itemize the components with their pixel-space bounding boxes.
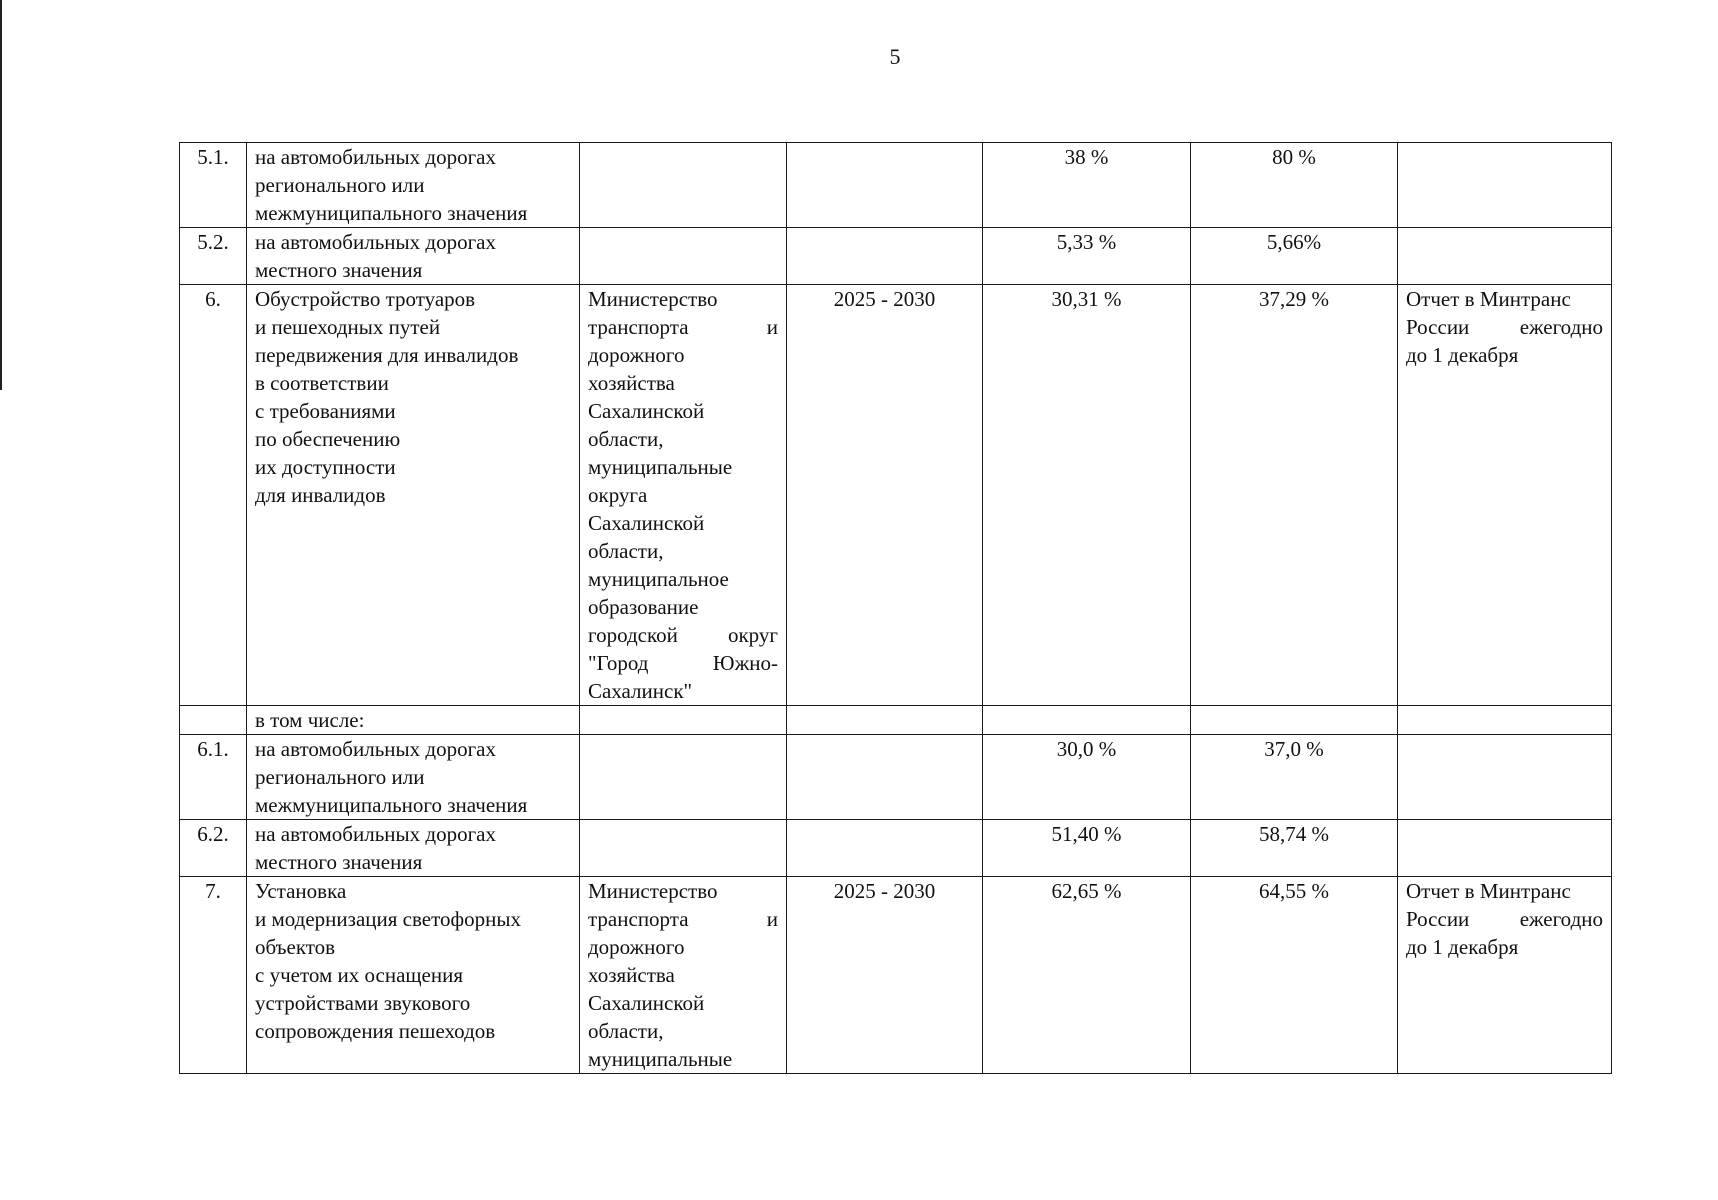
table-row	[180, 820, 1612, 877]
text-line: Обустройство тротуаров	[255, 287, 476, 311]
text-line: местного значения	[255, 258, 423, 282]
responsible-cell	[580, 706, 787, 735]
text-line: их доступности	[255, 455, 396, 479]
text-line: Министерство	[588, 287, 718, 311]
text-line: муниципальные	[588, 1047, 733, 1071]
indicator-name-cell	[247, 228, 580, 285]
text-line: России ежегодно	[1406, 907, 1603, 931]
text-line: межмуниципального значения	[255, 201, 528, 225]
period-cell	[787, 143, 983, 228]
row-number-cell: 5.1.	[180, 143, 247, 228]
period-cell: 2025 - 2030	[787, 877, 983, 1074]
indicator-name-cell	[247, 706, 580, 735]
period-cell	[787, 735, 983, 820]
table-row	[180, 143, 1612, 228]
target-value-cell: 37,29 %	[1191, 285, 1398, 706]
text-line: и пешеходных путей	[255, 315, 441, 339]
responsible-cell	[580, 820, 787, 877]
text-line: на автомобильных дорогах	[255, 145, 497, 169]
row-number-cell: 6.2.	[180, 820, 247, 877]
row-number-cell: 7.	[180, 877, 247, 1074]
text-line: в том числе:	[255, 708, 365, 732]
text-line: регионального или	[255, 173, 425, 197]
text-line: устройствами звукового	[255, 991, 471, 1015]
text-line: на автомобильных дорогах	[255, 230, 497, 254]
text-line: хозяйства	[588, 371, 675, 395]
text-line: городской округ	[588, 623, 778, 647]
report-cell	[1398, 877, 1612, 1074]
text-line: образование	[588, 595, 699, 619]
responsible-cell	[580, 285, 787, 706]
report-cell	[1398, 706, 1612, 735]
responsible-cell	[580, 877, 787, 1074]
text-line: транспорта и	[588, 907, 778, 931]
text-line: области,	[588, 427, 664, 451]
report-cell	[1398, 228, 1612, 285]
target-value-cell: 58,74 %	[1191, 820, 1398, 877]
text-line: в соответствии	[255, 371, 389, 395]
text-line: дорожного	[588, 343, 685, 367]
target-value-cell: 5,66%	[1191, 228, 1398, 285]
text-line: области,	[588, 539, 664, 563]
responsible-cell	[580, 143, 787, 228]
target-value-cell: 64,55 %	[1191, 877, 1398, 1074]
target-value-cell	[1191, 706, 1398, 735]
report-cell	[1398, 143, 1612, 228]
text-line: Сахалинск"	[588, 679, 693, 703]
indicator-name-cell	[247, 820, 580, 877]
target-value-cell: 80 %	[1191, 143, 1398, 228]
responsible-cell	[580, 735, 787, 820]
text-line: округа	[588, 483, 648, 507]
row-number-cell: 6.1.	[180, 735, 247, 820]
text-line: для инвалидов	[255, 483, 386, 507]
indicator-name-cell	[247, 285, 580, 706]
table-row	[180, 228, 1612, 285]
text-line: области,	[588, 1019, 664, 1043]
text-line: дорожного	[588, 935, 685, 959]
text-line: объектов	[255, 935, 336, 959]
text-line: на автомобильных дорогах	[255, 737, 497, 761]
text-line: межмуниципального значения	[255, 793, 528, 817]
text-line: до 1 декабря	[1406, 343, 1519, 367]
text-line: сопровождения пешеходов	[255, 1019, 496, 1043]
target-value-cell: 37,0 %	[1191, 735, 1398, 820]
table-row	[180, 877, 1612, 1074]
text-line: Сахалинской	[588, 991, 705, 1015]
text-line: России ежегодно	[1406, 315, 1603, 339]
row-number-cell: 5.2.	[180, 228, 247, 285]
report-cell	[1398, 735, 1612, 820]
text-line: местного значения	[255, 850, 423, 874]
base-value-cell: 38 %	[983, 143, 1191, 228]
text-line: "Город Южно-	[588, 651, 778, 675]
text-line: транспорта и	[588, 315, 778, 339]
row-number-cell: 6.	[180, 285, 247, 706]
base-value-cell: 51,40 %	[983, 820, 1191, 877]
text-line: передвижения для инвалидов	[255, 343, 519, 367]
text-line: с требованиями	[255, 399, 396, 423]
scan-left-edge	[0, 0, 2, 390]
indicator-name-cell	[247, 877, 580, 1074]
text-line: Установка	[255, 879, 347, 903]
text-line: с учетом их оснащения	[255, 963, 464, 987]
text-line: муниципальное	[588, 567, 729, 591]
table-row	[180, 735, 1612, 820]
table-row	[180, 285, 1612, 706]
base-value-cell	[983, 706, 1191, 735]
text-line: по обеспечению	[255, 427, 401, 451]
text-line: Отчет в Минтранс	[1406, 287, 1571, 311]
indicator-name-cell	[247, 735, 580, 820]
text-line: Министерство	[588, 879, 718, 903]
period-cell	[787, 706, 983, 735]
base-value-cell: 30,0 %	[983, 735, 1191, 820]
responsible-cell	[580, 228, 787, 285]
period-cell: 2025 - 2030	[787, 285, 983, 706]
period-cell	[787, 820, 983, 877]
base-value-cell: 62,65 %	[983, 877, 1191, 1074]
text-line: до 1 декабря	[1406, 935, 1519, 959]
text-line: муниципальные	[588, 455, 733, 479]
base-value-cell: 5,33 %	[983, 228, 1191, 285]
period-cell	[787, 228, 983, 285]
report-cell	[1398, 285, 1612, 706]
table-row	[180, 706, 1612, 735]
indicator-name-cell	[247, 143, 580, 228]
text-line: хозяйства	[588, 963, 675, 987]
row-number-cell	[180, 706, 247, 735]
text-line: регионального или	[255, 765, 425, 789]
text-line: Сахалинской	[588, 511, 705, 535]
base-value-cell: 30,31 %	[983, 285, 1191, 706]
text-line: Отчет в Минтранс	[1406, 879, 1571, 903]
report-cell	[1398, 820, 1612, 877]
indicators-table	[179, 142, 1612, 1074]
text-line: и модернизация светофорных	[255, 907, 521, 931]
page-number: 5	[889, 44, 901, 69]
text-line: Сахалинской	[588, 399, 705, 423]
text-line: на автомобильных дорогах	[255, 822, 497, 846]
